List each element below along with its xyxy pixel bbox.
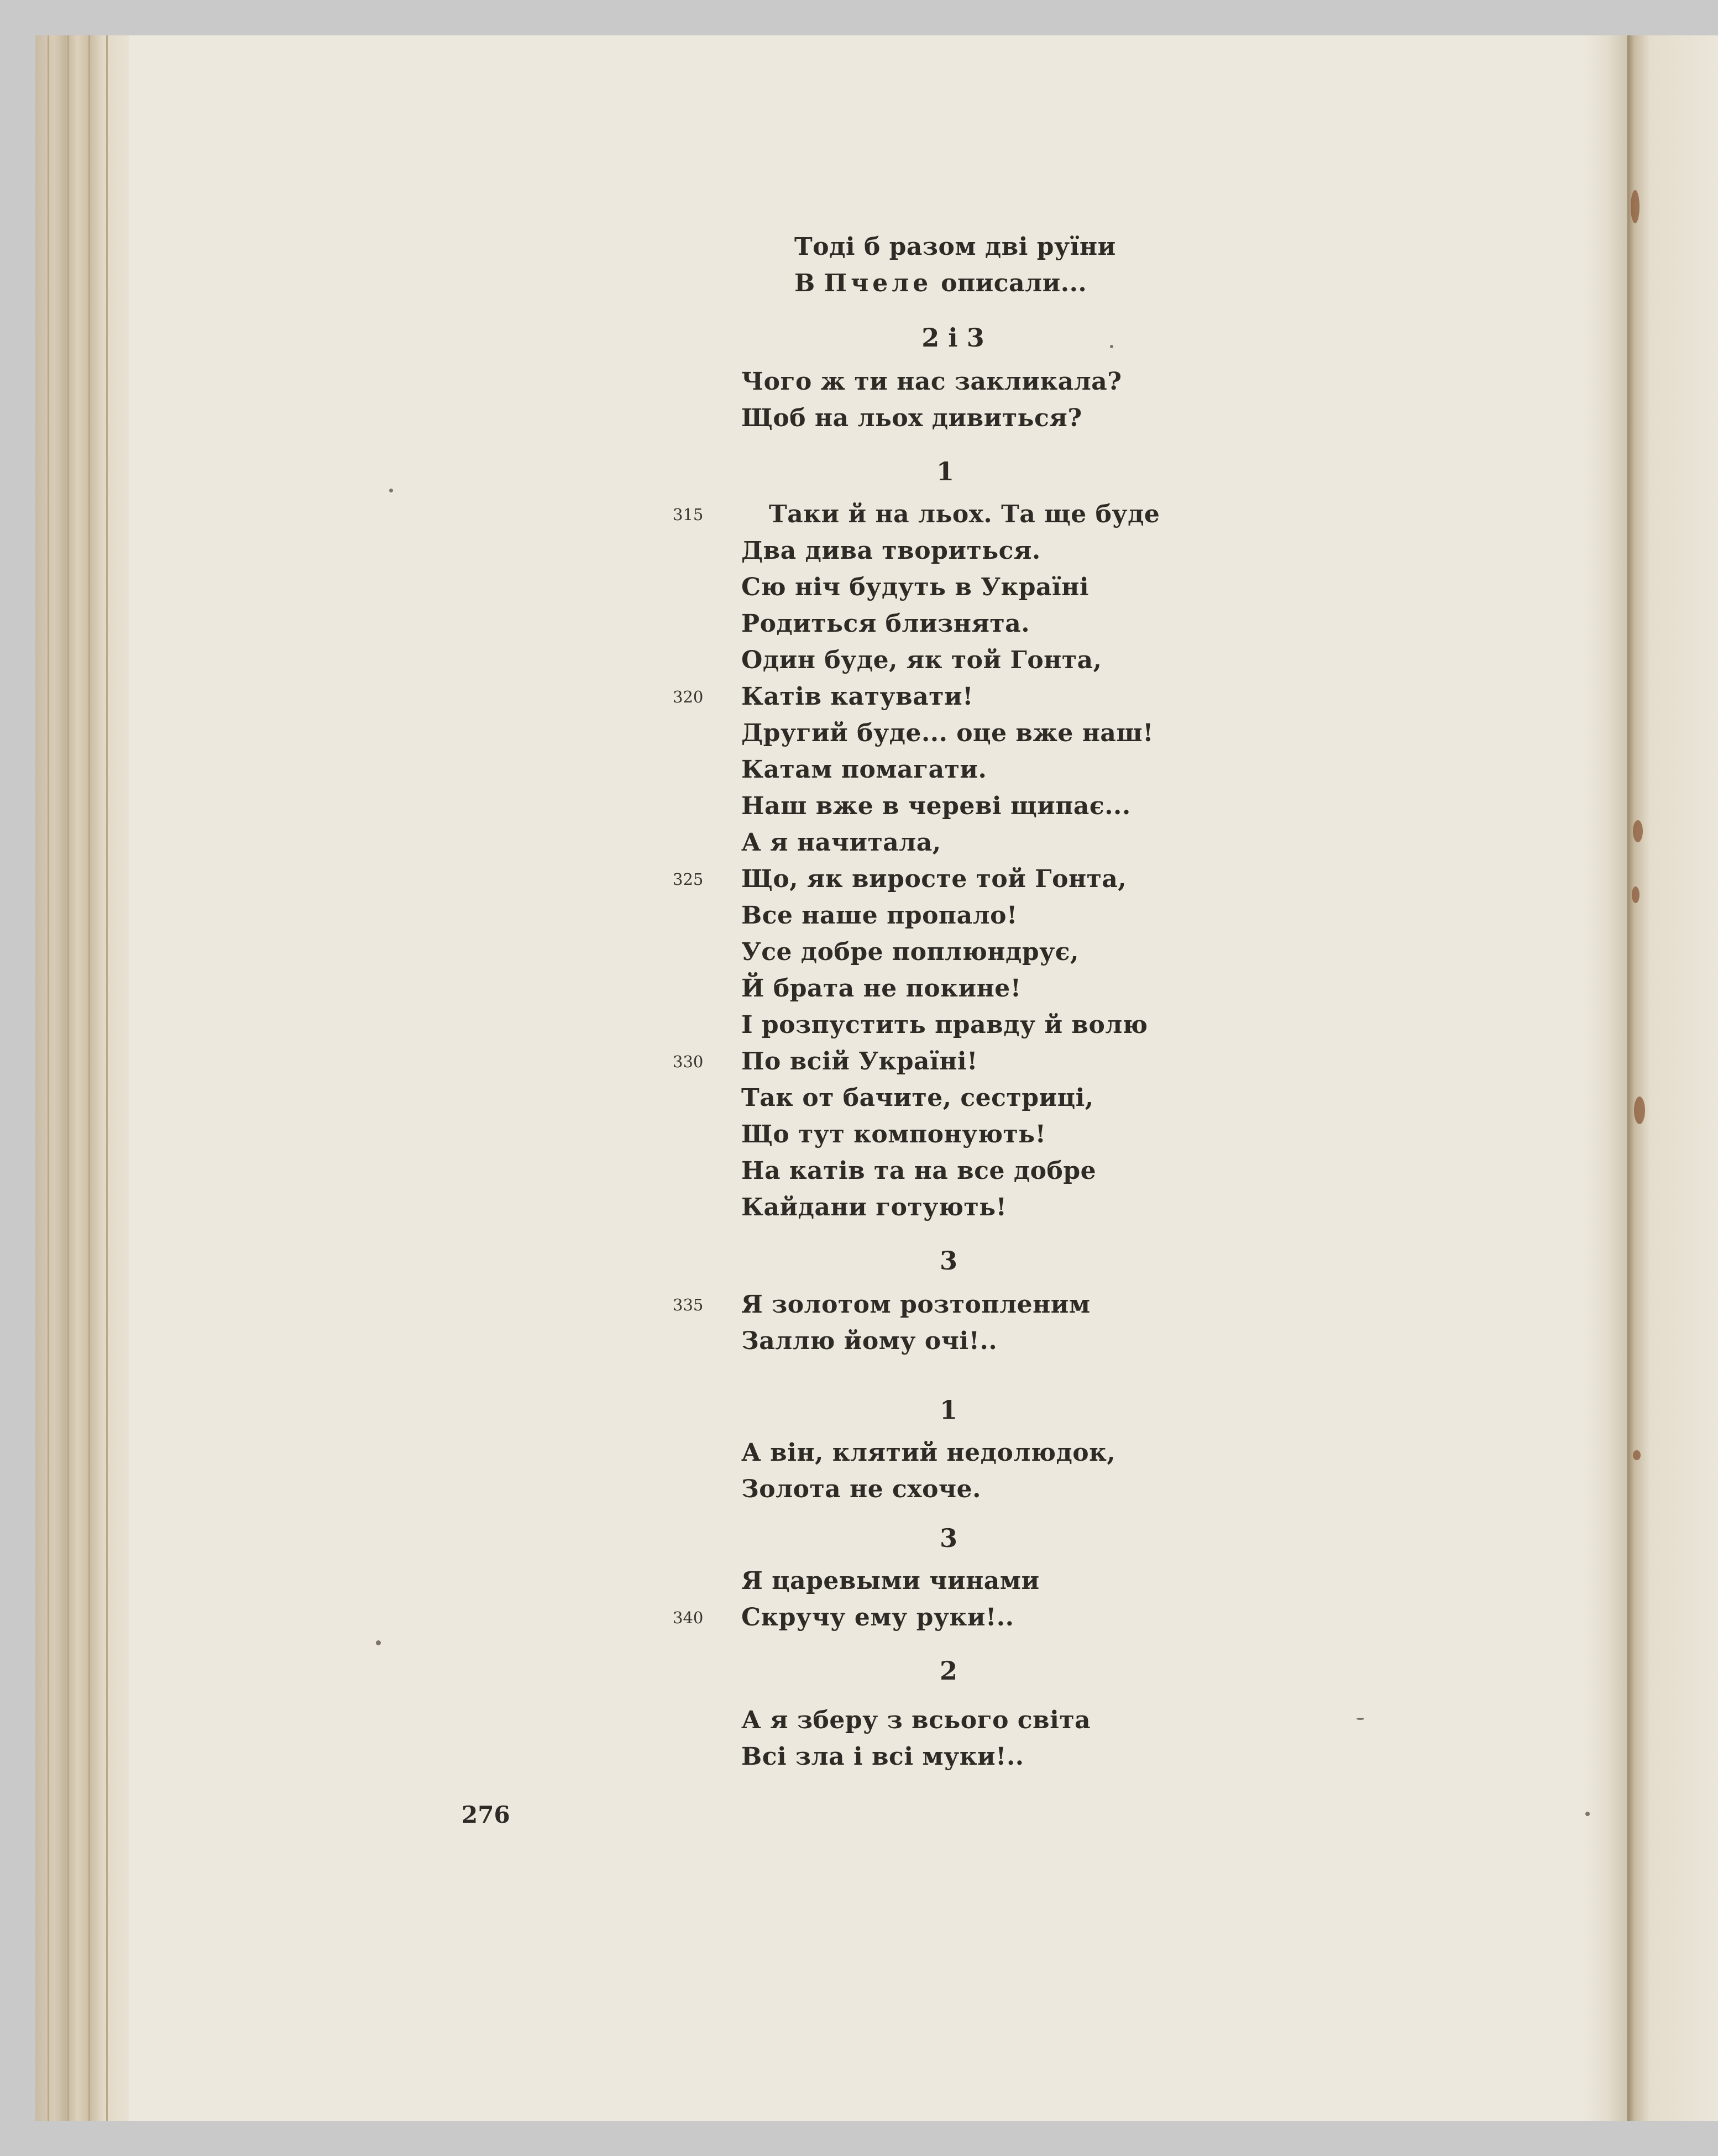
verse-line: Й брата не покине!	[741, 974, 1022, 1003]
verse-line: А я зберу з всього світа	[741, 1706, 1091, 1734]
verse-line: Наш вже в череві щипає...	[741, 792, 1131, 820]
line-number: 340	[673, 1608, 704, 1627]
line-number: 320	[673, 688, 704, 706]
paper-speck	[1110, 345, 1113, 348]
verse-line: Все наше пропало!	[741, 901, 1018, 930]
verse-line: А він, клятий недолюдок,	[741, 1439, 1116, 1467]
verse-line: Чого ж ти нас закликала?	[741, 368, 1122, 396]
pchele-word: Пчеле	[824, 269, 933, 297]
page-edge-line	[88, 35, 90, 2121]
verse-line: Два дива твориться.	[741, 537, 1041, 565]
verse-line: Що, як виросте той Гонта,	[741, 865, 1127, 893]
verse-line: Скручу ему руки!..	[741, 1603, 1014, 1632]
page-edge-line	[67, 35, 69, 2121]
stain	[1633, 820, 1643, 842]
facing-page-edge	[1627, 35, 1718, 2121]
speaker-label: 2	[939, 1656, 957, 1686]
speaker-label: 3	[939, 1246, 957, 1276]
stain	[1632, 886, 1640, 903]
verse-line: По всій Україні!	[741, 1047, 978, 1076]
paper-speck	[376, 1640, 381, 1645]
page-number: 276	[462, 1801, 510, 1828]
pchele-prefix: В	[794, 269, 824, 297]
verse-line: Катів катувати!	[741, 683, 973, 711]
pchele-suffix: описали...	[932, 269, 1087, 297]
verse-line: На катів та на все добре	[741, 1157, 1097, 1185]
speaker-label: 3	[939, 1523, 957, 1553]
line-number: 325	[673, 870, 704, 889]
verse-line: Я золотом розтопленим	[741, 1291, 1091, 1319]
verse-line: Другий буде... оце вже наш!	[741, 719, 1154, 747]
verse-line: Родиться близнята.	[741, 610, 1030, 638]
verse-line: Сю ніч будуть в Україні	[741, 573, 1090, 601]
verse-line: Катам помагати.	[741, 756, 987, 784]
verse-line: Кайдани готують!	[741, 1193, 1007, 1221]
verse-line: Золота не схоче.	[741, 1475, 981, 1503]
line-number: 330	[673, 1052, 704, 1071]
paper-speck	[389, 489, 393, 492]
verse-line: Заллю йому очі!..	[741, 1327, 998, 1355]
verse-line: Один буде, як той Гонта,	[741, 646, 1102, 674]
verse-line: Усе добре поплюндрує,	[741, 938, 1079, 966]
verse-line: Таки й на льох. Та ще буде	[769, 500, 1160, 528]
verse-line: Я царевыми чинами	[741, 1567, 1040, 1595]
verse-line: Так от бачите, сестриці,	[741, 1084, 1094, 1112]
stain	[1634, 1097, 1645, 1124]
verse-line: Всі зла і всі муки!..	[741, 1743, 1024, 1771]
speaker-label: 1	[936, 457, 954, 486]
stain	[1631, 190, 1640, 223]
speaker-label: 2 і 3	[921, 323, 984, 353]
paper-speck	[1356, 1718, 1364, 1720]
verse-line: Тоді б разом дві руїни	[794, 233, 1116, 261]
page-edge-line	[106, 35, 108, 2121]
verse-line: Що тут компонують!	[741, 1120, 1046, 1148]
page-edge-line	[48, 35, 49, 2121]
verse-line: І розпустить правду й волю	[741, 1011, 1148, 1039]
stain	[1633, 1450, 1641, 1460]
speaker-label: 1	[939, 1395, 957, 1425]
page-gutter	[1583, 35, 1627, 2121]
line-number: 315	[673, 505, 704, 524]
verse-line-pchele	[794, 265, 1087, 302]
verse-line: Щоб на льох дивиться?	[741, 404, 1082, 432]
verse-line: А я начитала,	[741, 828, 941, 857]
line-number: 335	[673, 1295, 704, 1314]
paper-speck	[1585, 1812, 1590, 1816]
book-edge-left	[35, 35, 129, 2121]
